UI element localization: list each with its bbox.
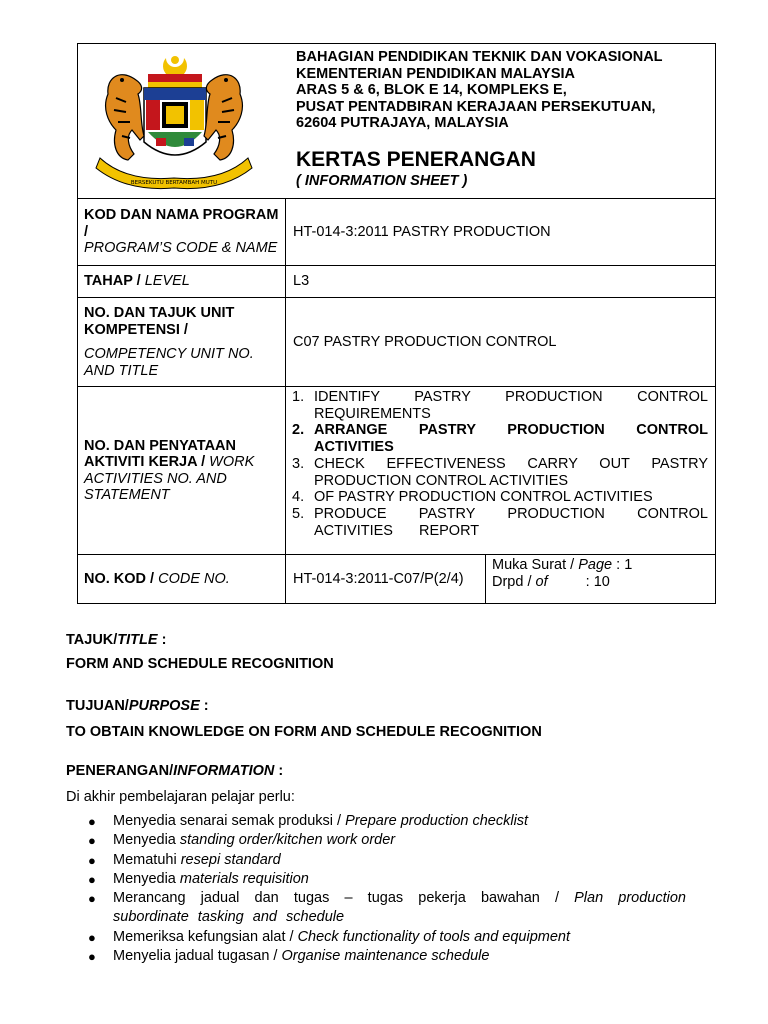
info-label: PENERANGAN/: [66, 763, 174, 779]
bullet-text-en: Prepare production checklist: [345, 813, 529, 829]
level-label: TAHAP /: [84, 273, 141, 290]
list-item: [88, 831, 686, 850]
list-item: [292, 389, 708, 422]
title-value: FORM AND SCHEDULE RECOGNITION: [66, 656, 334, 672]
bullet-text: Memeriksa kefungsian alat /: [113, 928, 298, 945]
activities-label: NO. DAN PENYATAAN AKTIVITI KERJA /: [84, 437, 236, 470]
activity-number: 4.: [292, 489, 305, 506]
activity-text: IDENTIFY PASTRY PRODUCTION CONTROL REQUIREMENTS: [314, 389, 708, 422]
program-label-en: PROGRAM’S CODE & NAME: [84, 240, 278, 257]
level-value: L3: [286, 266, 716, 298]
info-heading: [66, 763, 283, 779]
page-number: : 1: [616, 557, 633, 573]
list-item: [88, 928, 686, 947]
bullet-text-en: Organise maintenance schedule: [281, 948, 490, 965]
program-label: KOD DAN NAMA PROGRAM /: [84, 207, 279, 240]
activity-text: CHECK EFFECTIVENESS CARRY OUT PASTRY PRODUCTION CONTROL ACTIVITIES: [314, 455, 708, 489]
bullet-text-en: standing order/kitchen work order: [179, 832, 396, 849]
code-row: [78, 555, 716, 604]
sheet-title: KERTAS PENERANGAN: [296, 148, 536, 171]
activity-text: ARRANGE PASTRY PRODUCTION CONTROL ACTIVITIES: [314, 422, 708, 456]
list-item: [88, 812, 686, 831]
activities-label-cell: [78, 387, 286, 555]
purpose-value: TO OBTAIN KNOWLEDGE ON FORM AND SCHEDULE RECOGNITION: [66, 724, 542, 740]
program-label-cell: [78, 199, 286, 266]
sheet-subtitle: ( INFORMATION SHEET ): [296, 173, 468, 189]
activities-list-cell: [286, 387, 716, 555]
activities-list: [286, 389, 715, 539]
purpose-label: TUJUAN/: [66, 698, 129, 714]
list-item: [292, 422, 708, 455]
level-label-en: LEVEL: [144, 273, 190, 290]
title-colon: :: [157, 632, 167, 648]
bullet-icon: ●: [88, 814, 96, 829]
activities-row: [78, 387, 716, 555]
bullet-icon: ●: [88, 929, 96, 945]
list-item: [88, 851, 686, 870]
of-label-en: of: [535, 574, 548, 590]
purpose-colon: :: [199, 698, 209, 714]
ministry-line: 62604 PUTRAJAYA, MALAYSIA: [296, 115, 509, 132]
bullet-icon: ●: [88, 891, 96, 907]
program-row: [78, 199, 716, 266]
ministry-line: KEMENTERIAN PENDIDIKAN MALAYSIA: [296, 65, 576, 82]
bullet-text-en: Check functionality of tools and equipment: [297, 928, 571, 945]
code-label-cell: [78, 555, 286, 604]
bullet-text: Mematuhi: [113, 851, 181, 868]
header-cell: [78, 44, 716, 199]
unit-label-en: COMPETENCY UNIT NO. AND TITLE: [84, 346, 254, 379]
list-item: [88, 889, 686, 928]
page-label: Muka Surat /: [492, 557, 575, 573]
bullet-text: Menyelia jadual tugasan /: [113, 948, 282, 965]
bullet-text-en: resepi standard: [180, 851, 281, 868]
page-label-en: Page: [578, 557, 613, 573]
purpose-heading: [66, 698, 209, 714]
activity-number: 5.: [292, 505, 305, 522]
bullet-text: Menyedia: [113, 832, 180, 849]
bullet-icon: ●: [88, 852, 96, 868]
bullet-icon: ●: [88, 871, 96, 887]
title-label-en: TITLE: [117, 632, 158, 648]
header-table: [77, 43, 716, 604]
purpose-label-en: PURPOSE: [128, 698, 200, 714]
activity-number: 1.: [292, 389, 305, 405]
code-label-en: CODE NO.: [158, 570, 230, 587]
activity-number: 2.: [292, 422, 305, 439]
unit-label-cell: [78, 298, 286, 387]
bullet-icon: ●: [88, 833, 96, 849]
title-heading: [66, 632, 166, 648]
activity-text: OF PASTRY PRODUCTION CONTROL ACTIVITIES: [314, 489, 653, 506]
page-total: : 10: [585, 574, 610, 590]
list-item: [292, 456, 708, 489]
activities-label-en: WORK ACTIVITIES NO. AND STATEMENT: [84, 454, 255, 503]
unit-row: [78, 298, 716, 387]
list-item: [292, 506, 708, 539]
bullet-text: Merancang jadual dan tugas – tugas pekerja bawahan /: [113, 890, 575, 907]
unit-value: C07 PASTRY PRODUCTION CONTROL: [286, 298, 716, 387]
title-label: TAJUK/: [66, 632, 118, 648]
activity-number: 3.: [292, 455, 305, 472]
svg-text:BERSEKUTU BERTAMBAH MUTU: BERSEKUTU BERTAMBAH MUTU: [130, 180, 218, 186]
bullet-icon: ●: [88, 949, 96, 965]
code-value-cell: [286, 555, 716, 604]
objectives-list: [88, 812, 686, 966]
level-row: [78, 266, 716, 298]
code-label: NO. KOD /: [84, 570, 155, 587]
list-item: [292, 489, 708, 506]
list-item: [88, 947, 686, 966]
ministry-line: ARAS 5 & 6, BLOK E 14, KOMPLEKS E,: [296, 82, 567, 99]
list-item: [88, 870, 686, 889]
ministry-address: [296, 49, 663, 132]
program-value: HT-014-3:2011 PASTRY PRODUCTION: [286, 199, 716, 266]
bullet-text-en: materials requisition: [179, 870, 309, 887]
bullet-text: Menyedia: [113, 870, 180, 887]
activity-text: PRODUCE PASTRY PRODUCTION CONTROL ACTIVITIES REPORT: [314, 505, 708, 539]
info-label-en: INFORMATION: [173, 763, 275, 779]
info-colon: :: [274, 763, 284, 779]
bullet-text-en: Plan production subordinate tasking and schedule: [113, 890, 686, 926]
level-label-cell: [78, 266, 286, 298]
ministry-line: BAHAGIAN PENDIDIKAN TEKNIK DAN VOKASIONAL: [296, 49, 663, 65]
of-label: Drpd /: [492, 574, 532, 590]
coat-of-arms-icon: [86, 50, 262, 190]
bullet-text: Menyedia senarai semak produksi /: [113, 813, 346, 829]
page-info: [486, 555, 715, 603]
code-value: HT-014-3:2011-C07/P(2/4): [286, 555, 486, 603]
ministry-line: PUSAT PENTADBIRAN KERAJAAN PERSEKUTUAN,: [296, 98, 656, 115]
info-intro: Di akhir pembelajaran pelajar perlu:: [66, 789, 295, 805]
unit-label: NO. DAN TAJUK UNIT KOMPETENSI /: [84, 305, 235, 338]
